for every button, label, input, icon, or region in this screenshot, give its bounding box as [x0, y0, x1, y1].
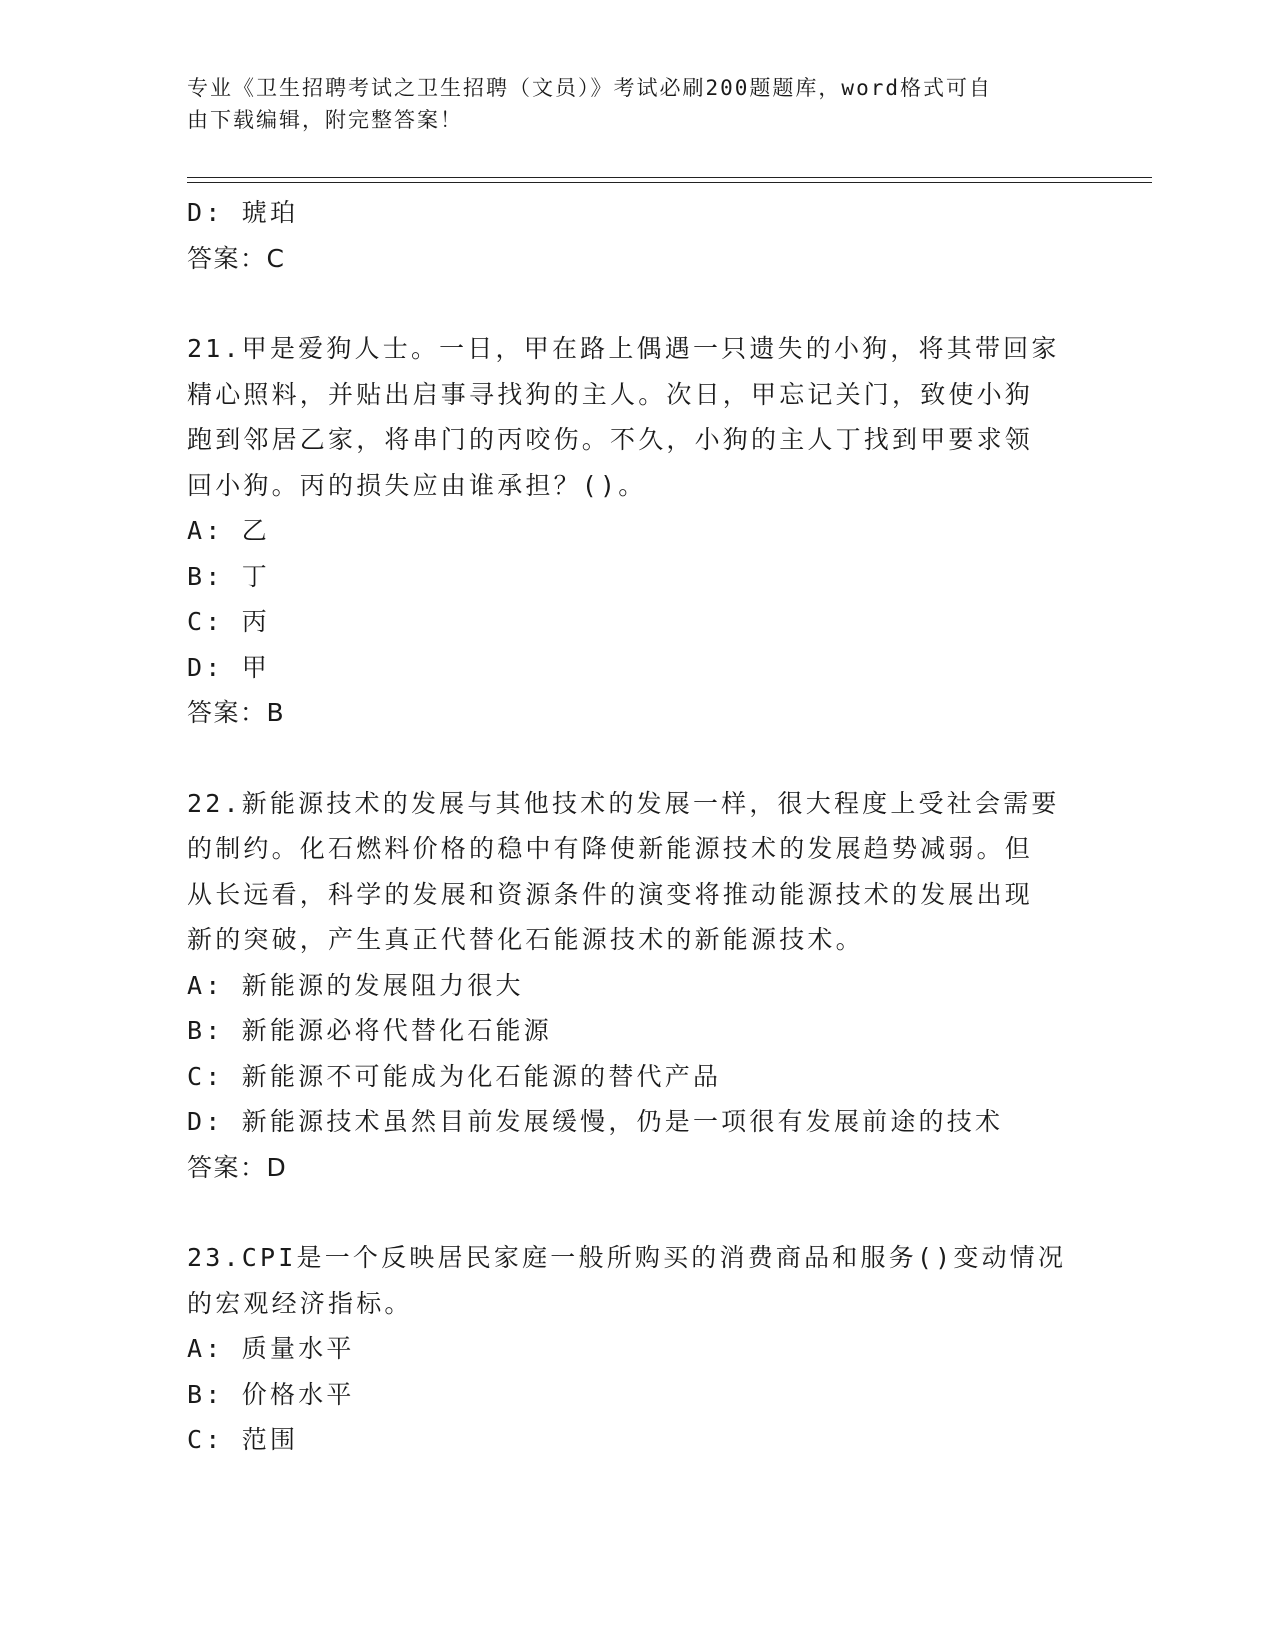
- option-c: C: 范围: [187, 1425, 299, 1454]
- question-text-line: 22.新能源技术的发展与其他技术的发展一样，很大程度上受社会需要: [187, 788, 1060, 818]
- question-text-line: 的制约。化石燃料价格的稳中有降使新能源技术的发展趋势减弱。但: [187, 834, 1034, 863]
- answer-line: 答案：C: [187, 243, 286, 273]
- option-a: A: 新能源的发展阻力很大: [187, 970, 524, 1000]
- answer-line: 答案：B: [187, 698, 286, 727]
- option-d: D: 琥珀: [187, 198, 299, 227]
- question-text-line: 精心照料，并贴出启事寻找狗的主人。次日，甲忘记关门，致使小狗: [187, 379, 1034, 409]
- question-text-line: 新的突破，产生真正代替化石能源技术的新能源技术。: [187, 925, 864, 954]
- header-line-1: 专业《卫生招聘考试之卫生招聘（文员）》考试必刷200题题库，word格式可自: [187, 76, 992, 100]
- question-text-line: 21.甲是爱狗人士。一日，甲在路上偶遇一只遗失的小狗，将其带回家: [187, 334, 1060, 363]
- option-a: A: 乙: [187, 516, 270, 545]
- question-content: [187, 190, 1087, 1463]
- header-divider-top: [187, 177, 1152, 178]
- option-b: B: 价格水平: [187, 1379, 355, 1409]
- spacer: [187, 281, 1087, 326]
- header-divider-bottom: [187, 182, 1152, 183]
- option-d: D: 新能源技术虽然目前发展缓慢，仍是一项很有发展前途的技术: [187, 1107, 1004, 1136]
- option-d: D: 甲: [187, 652, 270, 682]
- header-line-2: 由下载编辑，附完整答案！: [187, 108, 463, 132]
- option-c: C: 丙: [187, 607, 270, 636]
- option-b: B: 新能源必将代替化石能源: [187, 1016, 552, 1045]
- page-header: [187, 72, 1067, 136]
- option-b: B: 丁: [187, 561, 270, 591]
- question-text-line: 跑到邻居乙家，将串门的丙咬伤。不久，小狗的主人丁找到甲要求领: [187, 425, 1034, 454]
- option-c: C: 新能源不可能成为化石能源的替代产品: [187, 1061, 722, 1091]
- previous-question-tail: [187, 190, 1087, 281]
- spacer: [187, 736, 1087, 781]
- option-a: A: 质量水平: [187, 1334, 355, 1363]
- question-21: [187, 326, 1087, 736]
- question-text-line: 回小狗。丙的损失应由谁承担？()。: [187, 470, 647, 500]
- spacer: [187, 1190, 1087, 1235]
- question-text-line: 从长远看，科学的发展和资源条件的演变将推动能源技术的发展出现: [187, 879, 1034, 909]
- question-23: [187, 1235, 1087, 1463]
- question-text-line: 的宏观经济指标。: [187, 1288, 413, 1318]
- answer-line: 答案：D: [187, 1152, 288, 1182]
- question-text-line: 23.CPI是一个反映居民家庭一般所购买的消费商品和服务()变动情况: [187, 1243, 1067, 1272]
- question-22: [187, 781, 1087, 1191]
